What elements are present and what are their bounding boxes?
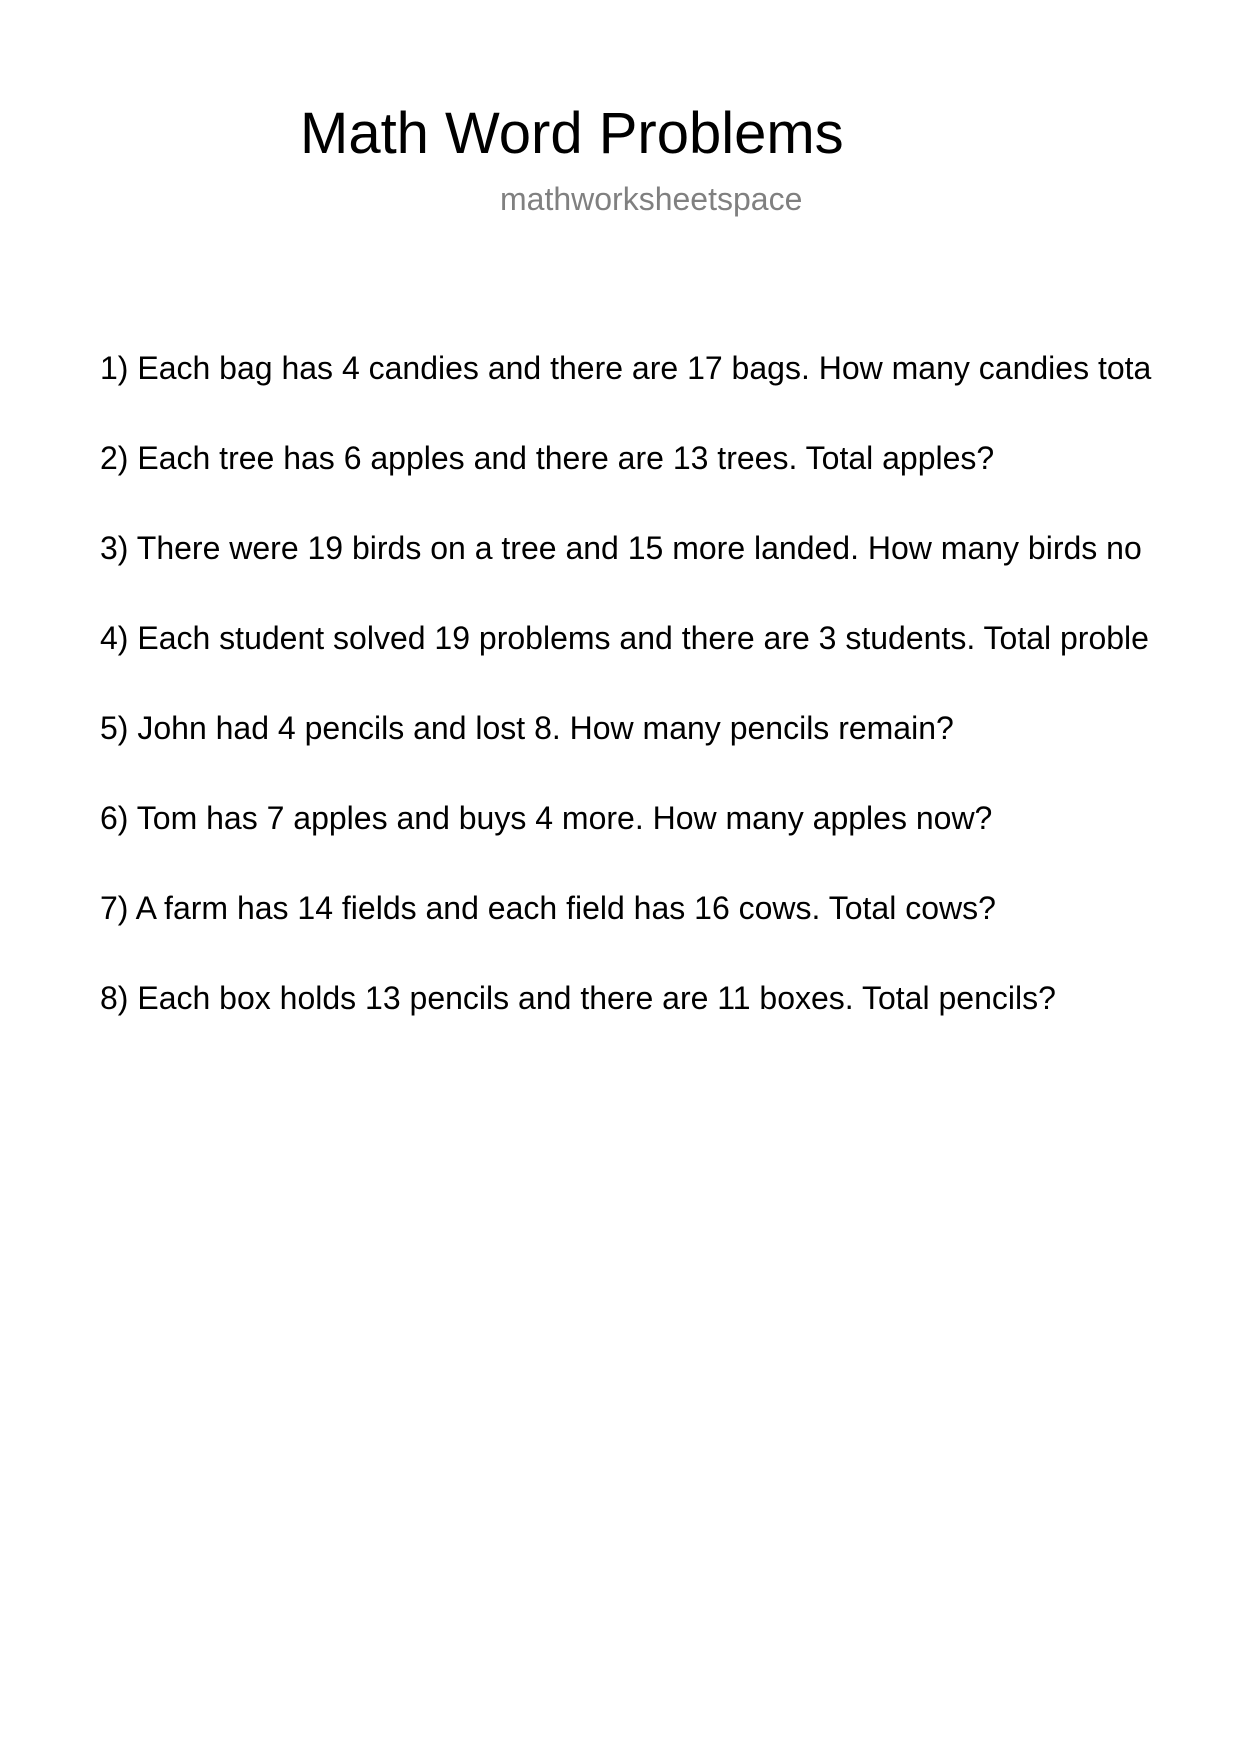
problem-3: 3) There were 19 birds on a tree and 15 more landed. How many birds no	[100, 530, 1142, 566]
problem-4: 4) Each student solved 19 problems and there are 3 students. Total proble	[100, 620, 1149, 656]
page-title: Math Word Problems	[300, 101, 844, 166]
problem-8: 8) Each box holds 13 pencils and there are 11 boxes. Total pencils?	[100, 980, 1056, 1016]
problem-5: 5) John had 4 pencils and lost 8. How many pencils remain?	[100, 710, 954, 746]
problem-list	[100, 344, 1240, 1064]
problem-7: 7) A farm has 14 fields and each field has 16 cows. Total cows?	[100, 890, 996, 926]
problem-6: 6) Tom has 7 apples and buys 4 more. How many apples now?	[100, 800, 993, 836]
problem-2: 2) Each tree has 6 apples and there are 13 trees. Total apples?	[100, 440, 995, 476]
page-subtitle: mathworksheetspace	[500, 181, 803, 217]
problem-1: 1) Each bag has 4 candies and there are 17 bags. How many candies tota	[100, 350, 1152, 386]
